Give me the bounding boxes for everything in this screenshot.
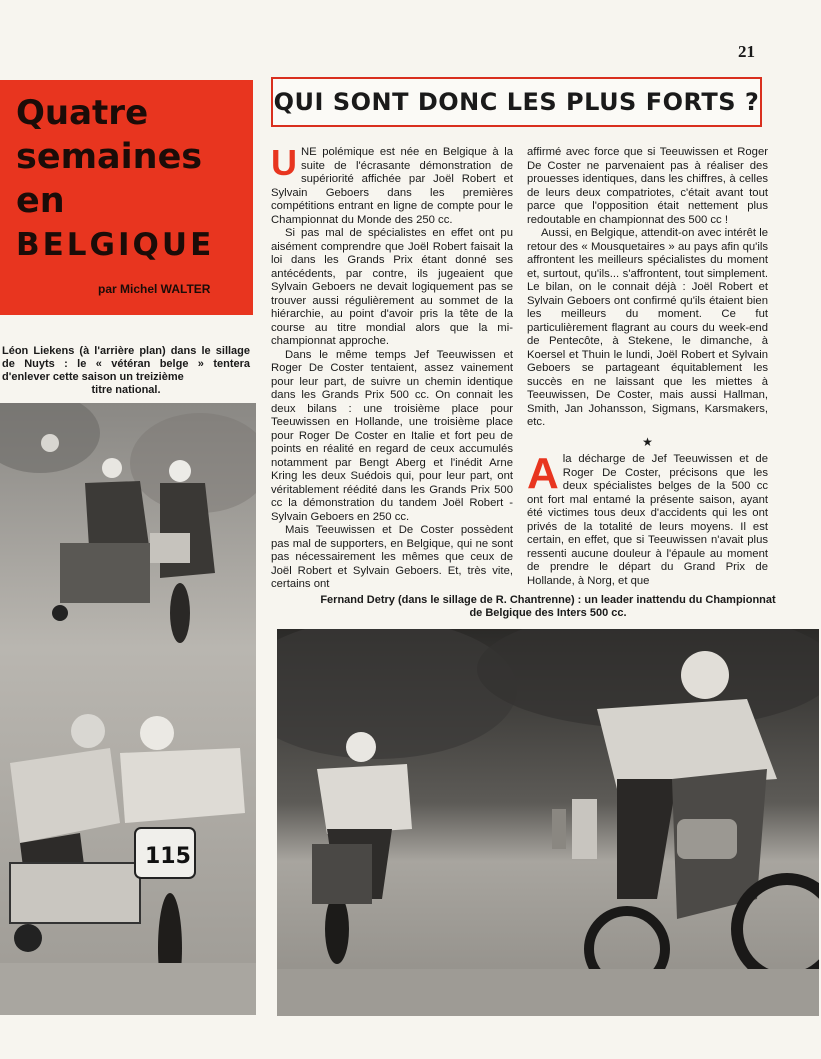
sidecar-race-photo [0, 403, 256, 1015]
col1-paragraph-4: Mais Teeuwissen et De Coster possèdent pas mal de supporters, en Belgique, qui ne sont pas nécessairement les mêmes que ceux de Joël Robert et Sylvain Geboers. Et, très vite, certains ont [271, 524, 513, 590]
col2-text-3: la décharge de Jef Teeuwissen et de Roger De Coster, précisons que les deux spécialistes belges de la 500 cc ont fort mal entamé la présente saison, ayant été victimes tous deux d'accidents qui les ont privés de la totalité de leurs moyens. Il est certain, en effet, que si Teeuwissen n'avait plus ressenti aucune douleur à l'épaule au moment de prendre le départ du Grand Prix de Hollande, à Norg, et que [527, 453, 768, 587]
col2-paragraph-1: affirmé avec force que si Teeuwissen et Roger De Coster ne parvenaient pas à réaliser des prouesses identiques, dans les chiffres, à celles de leurs deux compatriotes, c'était avant tout parce que l'opposition était nettement plus redoutable en championnat des 500 cc ! [527, 146, 768, 226]
caption-left-line-1: Léon Liekens (à l'arrière plan) dans le [2, 345, 211, 357]
star-separator: ★ [642, 434, 653, 449]
col2-paragraph-3 [527, 449, 768, 588]
sidecar-photo-illustration [0, 403, 256, 1015]
title-line-2: semaines [16, 137, 203, 177]
caption-left-line-2: sillage de Nuyts : le « vétéran belge » [2, 345, 251, 370]
article-column-2 [527, 146, 768, 588]
caption-left-line-4: titre national. [91, 384, 161, 396]
title-box [0, 80, 253, 315]
col1-paragraph-1 [271, 142, 513, 227]
motocross-photo-illustration [277, 629, 819, 1016]
col1-paragraph-3: Dans le même temps Jef Teeuwissen et Roger De Coster tentaient, assez vainement pour leur part, de suivre un chemin identique dans les Grands Prix 500 cc. On connait les deux bilans : une troisième place pour Teeuwissen en Hollande, une troisième place pour Roger De Coster en Italie et fort peu de points en réalité en regard de ceux accumulés notamment par Bengt Aberg et l'inédit Arne Kring les deux Suédois qui, pour leur part, ont véritablement réédité dans les Grands Prix 500 cc la démonstration du tandem Joël Robert - Sylvain Geboers en 250 cc. [271, 348, 513, 523]
left-photo-caption [2, 345, 250, 397]
byline: par Michel WALTER [98, 282, 211, 296]
title-line-4: BELGIQUE [16, 227, 215, 263]
drop-cap-a: A [527, 449, 559, 498]
col1-paragraph-2: Si pas mal de spécialistes en effet ont pu aisément comprendre que Joël Robert faisait la loi dans les Grands Prix étant donné ses antécédents, par contre, ils jugeaient que Sylvain Geboers ne devait logiquement pas se trouver aussi régulièrement au sommet de la hiérarchie, au point d'avoir pris la tête de la course au titre mondial alors que la mi-championnat approche. [271, 227, 513, 347]
motocross-photo [277, 629, 819, 1016]
page-number: 21 [738, 42, 755, 61]
col2-paragraph-2: Aussi, en Belgique, attendit-on avec intérêt le retour des « Mousquetaires » au pays afin qu'ils affrontent les meilleurs spécialistes du moment et, surtout, qu'ils... s'affrontent, tout simplement. Le bilan, on le connait déjà : Joël Robert et Sylvain Geboers ont confirmé qu'ils étaient bien les meilleurs du moment. Ce fut particulièrement flagrant au cours du week-end de Pentecôte, à Stekene, le dimanche, à Koersel et Thuin le lundi, Joël Robert et Sylvain Geboers se partageant équitablement les succès en ne laissant que les miettes à Teeuwissen, De Coster, mais aussi Hallman, Smith, Jan Johansson, Sigmans, Karsmakers, etc. [527, 227, 768, 428]
caption-right-line-1: Fernand Detry (dans le sillage de R. Chantrenne) : un leader inattendu du Championnat [320, 594, 776, 606]
title-line-1: Quatre [16, 93, 149, 133]
drop-cap-u: U [271, 142, 297, 183]
col1-text-1: NE polémique est née en Belgique à la suite de l'écrasante démonstration de supériorité affichée par Joël Robert et Sylvain Geboers dans les premières compétitions entrant en ligne de compte pour le Championnat du Monde des 250 cc. [271, 146, 513, 226]
right-photo-caption [278, 594, 818, 620]
article-column-1 [271, 142, 513, 592]
sidecar-plate-number: 115 [145, 844, 191, 869]
title-line-3: en [16, 181, 65, 221]
caption-right-line-2: de Belgique des Inters 500 cc. [469, 607, 627, 619]
article-headline: QUI SONT DONC LES PLUS FORTS ? [271, 77, 762, 127]
caption-left-line-3: tentera d'enlever cette saison un treizième [2, 358, 250, 383]
